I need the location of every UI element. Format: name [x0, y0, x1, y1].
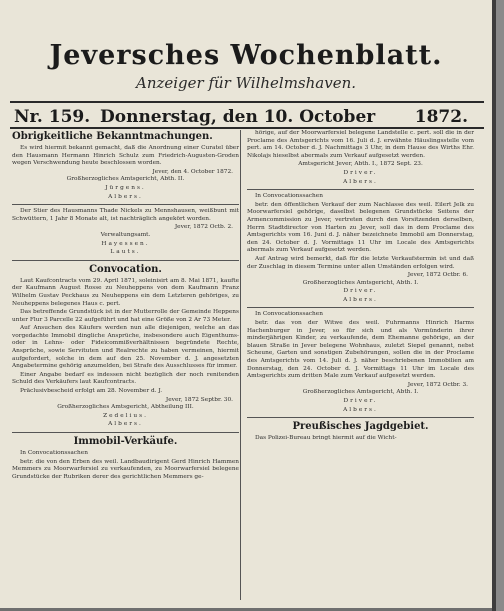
notice-text: Das betreffende Grundstück ist in der Mutterrolle der Gemeinde Heppens unter Flur 3 Parcelle 22 aufgeführt und hat eine Größe von 2 Ar 73 Meter. — [12, 309, 239, 323]
notice-subheading: In Convocationssachen — [255, 311, 323, 318]
masthead-rule-top — [10, 101, 484, 103]
notice-tag: Lauts. — [110, 249, 141, 256]
notice-court: Großherzogliches Amtsgericht, Abth. I. — [302, 279, 419, 286]
notice-place: Jever, 1872 Septbr. 30. — [165, 396, 233, 403]
separator — [12, 260, 239, 261]
notice-court: Großherzogliches Amtsgericht, Abtheilung III. — [57, 404, 194, 411]
notice-court: Großherzogliches Amtsgericht, Abth. II. — [66, 176, 185, 183]
notice-tag: Albers. — [108, 421, 143, 428]
notice-signature: Driver. — [343, 288, 378, 295]
notice-court: Amtsgericht Jever, Abth. I., 1872 Sept. 23. — [298, 161, 423, 168]
section-heading: Obrigkeitliche Bekanntmachungen. — [12, 131, 213, 142]
separator — [247, 189, 474, 190]
section-heading: Convocation. — [89, 263, 162, 275]
separator — [247, 417, 474, 418]
notice-tag: Albers. — [343, 296, 378, 303]
notice-place: Jever, den 4. October 1872. — [152, 168, 233, 175]
separator — [247, 307, 474, 308]
masthead — [0, 40, 492, 92]
notice-text: Es wird hiermit bekannt gemacht, daß die Anordnung einer Curatel über den Hausmann Hermann Hinrich Schulz zum Friedrich-Augusten-Groden wegen Verschwendung heute beschlossen worden. — [12, 145, 239, 167]
issue-number: Nr. 159. — [14, 107, 91, 127]
notice-tag: Albers. — [343, 178, 378, 185]
notice-text: Präclusivbescheid erfolgt am 28. November d. J. — [20, 388, 163, 395]
notice-signature: Zedelius. — [103, 412, 148, 419]
notice-text: Einer Angabe bedarf es indessen nicht bezüglich der noch renitenden Schuld des Verkäufers laut Kaufcontracts. — [12, 371, 239, 386]
notice-text: Laut Kaufcontracts vom 29. April 1871, soleinisirt am 8. Mai 1871, kaufte der Kaufmann August Rosse zu Neuheppens von dem Kaufmann Franz Wilhelm Gustav Peckhaus zu Neuheppens ein dem Letzteren gehöriges, zu Neuheppens belegenes Haus c. pert. — [12, 277, 239, 307]
notice-text: betr. den öffentlichen Verkauf der zum Nachlasse des weil. Eilert Jelk zu Moorwarfersiel gehörige, daselbst belegenen Grundstücke Seitens der Armencommission zu Jever, vertreten durch den Vorsitzenden derselben, Herrn Stadtdirector von Harten zu Jever, soll das in dem Proclame des Amtsgerichts vom 16. Juni d. J. näher bezeichnete Immobil am Donnerstag, den 24. October d. J. Vormittags 11 Uhr im Locale des Amtsgerichts abermals zum Verkauf aufgesetzt werden. — [247, 201, 474, 254]
separator — [12, 432, 239, 433]
notice-tag: Albers. — [108, 193, 143, 200]
binding-shadow — [492, 0, 496, 611]
newspaper-title: Jeversches Wochenblatt. — [49, 40, 443, 71]
notice-place: Jever, 1872 Octbr. 3. — [407, 381, 468, 388]
notice-text: betr. die von den Erben des weil. Landbaudirigent Gerd Hinrich Hammen Memmers zu Moorwarfersiel zu verkaufenden, zu Moorwarfersiel belegene Grundstücke der Rubriken derer des gerichtlichen Memmers ge- — [12, 458, 239, 480]
masthead-rule-bottom — [10, 127, 484, 129]
notice-signature: Hayessen. — [101, 240, 150, 247]
notice-place: Jever, 1872 Octb. 2. — [174, 224, 233, 231]
left-column — [12, 130, 239, 482]
notice-text: betr. das von der Witwe des weil. Fuhrmanns Hinrich Harms Hachenburger in Jever, so für sich und als Vormünderin ihrer minderjährigen Kinder, zu verkaufende, dem Ehemanne gehörige, an der blauen Straße in Jever belegene Wohnhaus, zuletzt Siepel genannt, nebst Scheune, Garten und sonstigen Zubehörungen, sollen die in der Proclame des Amtsgerichts vom 14. Juli d. J. näher beschriebenen Immobilien am Donnerstag, den 24. October d. J. Vormittags 11 Uhr im Locale des Amtsgerichts zum dritten Male zum Verkauf aufgesetzt werden. — [247, 320, 474, 380]
notice-signature: Jürgens. — [105, 184, 146, 191]
notice-place: Jever, 1872 Octbr. 6. — [407, 272, 468, 279]
notice-signature: Driver. — [343, 169, 378, 176]
notice-office: Verwaltungsamt. — [100, 231, 151, 238]
issue-year: 1872. — [414, 107, 468, 127]
notice-subheading: In Convocationssachen — [255, 193, 323, 200]
section-heading: Preußisches Jagdgebiet. — [292, 421, 429, 433]
notice-subheading: In Convocationssachen — [20, 450, 88, 456]
notice-text: Der Stier des Hausmanns Thade Nickels zu Mennshausen, weißbunt mit Schwüttern, 1 Jahr 8 Monate alt, ist nachträglich angekört worden. — [12, 208, 239, 222]
notice-signature: Driver. — [343, 398, 378, 404]
notice-text: Auf Ansuchen des Käufers werden nun alle diejenigen, welche an das vorgedachte Immobil dingliche Ansprüche, insbesondere auch Eigenthums- oder in Lehns- oder Fideicommißverhältnissen begründete Rechte, Ansprüche, sowie Servituten und Realrechte zu haben vermeinen, hiermit aufgefordert, solche in dem auf den 25. November d. J. angesetzten Angabetermine gehörig anzumelden, bei Strafe des Ausschlusses für immer. — [12, 325, 239, 370]
issue-date: Donnerstag, den 10. October — [100, 107, 376, 127]
notice-tag: Albers. — [343, 406, 378, 413]
book-binding-edge — [492, 0, 504, 611]
column-divider — [240, 130, 241, 600]
right-column — [247, 130, 474, 444]
separator — [12, 204, 239, 205]
notice-text: Auf Antrag wird bemerkt, daß für die letzte Verkaufstermin ist und daß der Zuschlag in diesem Termine unter allen Umständen erfolgen wird. — [247, 255, 474, 270]
newspaper-subtitle: Anzeiger für Wilhelmshaven. — [135, 74, 357, 92]
notice-court: Großherzogliches Amtsgericht, Abth. I. — [302, 389, 419, 396]
notice-text: hörige, auf der Moorwarfersiel belegene Landstelle c. pert. soll die in der Proclame des Amtsgerichts vom 16. Juli d. J. erwähnte Häuslingsstelle vom pert. am 14. October d. J. Nachmittags 3 Uhr, in dem Hause des Wirths Ehr. Nikolajs hieselbst abermals zum Verkauf aufgesetzt werden. — [247, 130, 474, 159]
notice-text: Das Polizei-Bureau bringt hiermit auf die Wicht- — [255, 435, 397, 442]
section-heading: Immobil-Verkäufe. — [73, 436, 178, 447]
